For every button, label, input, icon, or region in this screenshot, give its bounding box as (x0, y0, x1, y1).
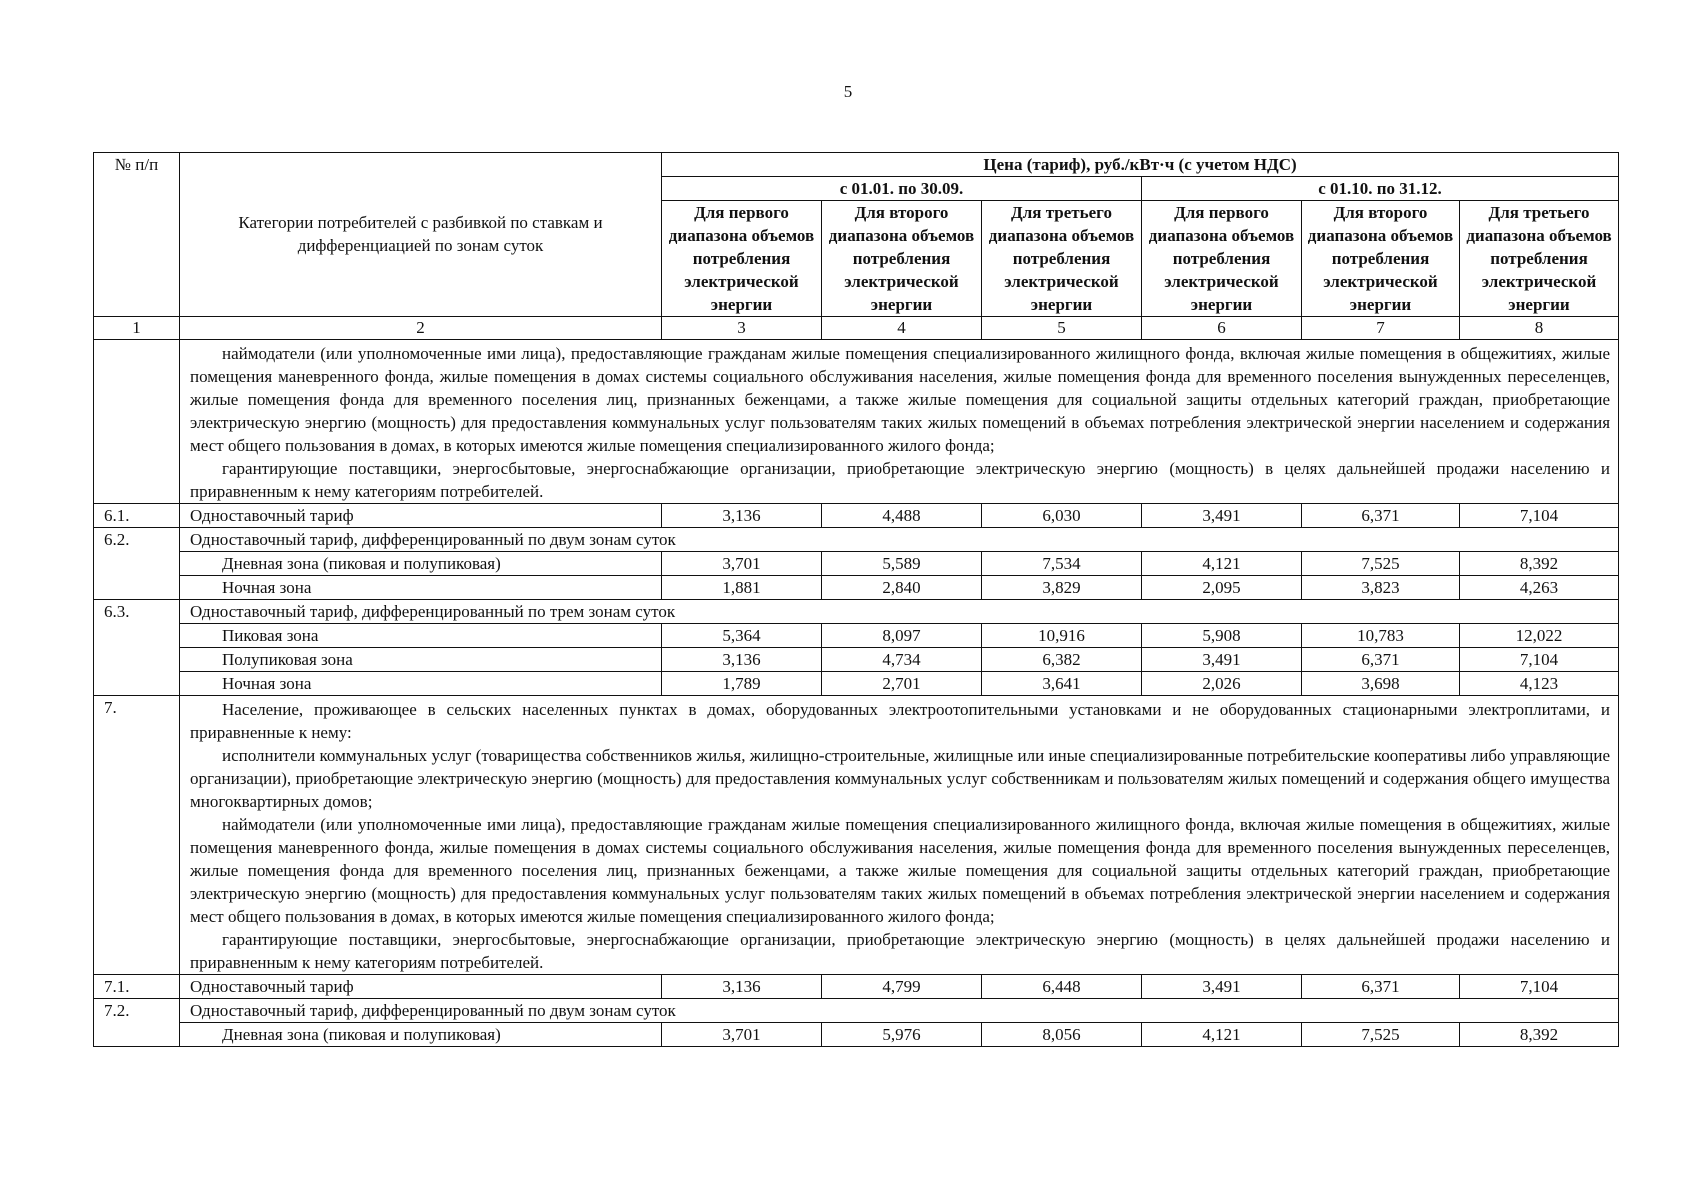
price-cell: 3,136 (662, 504, 822, 528)
row-index-empty (94, 340, 180, 504)
price-cell: 3,491 (1142, 975, 1302, 999)
table-row (94, 528, 1619, 552)
price-cell: 10,916 (982, 624, 1142, 648)
row-index: 6.3. (94, 600, 180, 696)
price-cell: 4,121 (1142, 1023, 1302, 1047)
price-cell: 4,263 (1460, 576, 1619, 600)
price-cell: 3,701 (662, 552, 822, 576)
header-range-col: Для первого диапазона объемов потребления электрической энергии (1142, 201, 1302, 317)
price-cell: 7,104 (1460, 504, 1619, 528)
row-label: Одноставочный тариф, дифференцированный по двум зонам суток (180, 999, 1619, 1023)
row-label: Одноставочный тариф, дифференцированный по двум зонам суток (180, 528, 1619, 552)
row-index: 6.2. (94, 528, 180, 600)
table-row (94, 1023, 1619, 1047)
header-price-title: Цена (тариф), руб./кВт·ч (с учетом НДС) (662, 153, 1619, 177)
price-cell: 6,371 (1302, 975, 1460, 999)
price-cell: 4,734 (822, 648, 982, 672)
price-cell: 6,030 (982, 504, 1142, 528)
table-row (94, 672, 1619, 696)
column-number: 1 (94, 317, 180, 340)
column-number: 2 (180, 317, 662, 340)
row-label: Одноставочный тариф (180, 504, 662, 528)
price-cell: 1,789 (662, 672, 822, 696)
row-label: Дневная зона (пиковая и полупиковая) (180, 1023, 662, 1047)
description-paragraph: гарантирующие поставщики, энергосбытовые, энергоснабжающие организации, приобретающие электрическую энергию (мощность) в целях дальнейшей продажи населению и приравненным к нему категориям потребителей. (190, 459, 1611, 501)
price-cell: 1,881 (662, 576, 822, 600)
price-cell: 3,701 (662, 1023, 822, 1047)
price-cell: 5,364 (662, 624, 822, 648)
table-row (94, 999, 1619, 1023)
price-cell: 4,123 (1460, 672, 1619, 696)
column-number: 4 (822, 317, 982, 340)
header-category-col: Категории потребителей с разбивкой по ставкам и дифференциацией по зонам суток (180, 153, 662, 317)
price-cell: 6,371 (1302, 648, 1460, 672)
row-label: Одноставочный тариф (180, 975, 662, 999)
description-paragraph: наймодатели (или уполномоченные ими лица), предоставляющие гражданам жилые помещения специализированного жилищного фонда, включая жилые помещения в общежитиях, жилые помещения маневренного фонда, жилые помещения в домах системы социального обслуживания населения, жилые помещения фонда для временного поселения вынужденных переселенцев, жилые помещения фонда для временного поселения лиц, признанных беженцами, а также жилые помещения для социальной защиты отдельных категорий граждан, приобретающие электрическую энергию (мощность) для предоставления коммунальных услуг пользователям таких жилых помещений в объемах потребления электрической энергии населением и содержания мест общего пользования в домах, в которых имеются жилые помещения специализированного жилого фонда; (190, 815, 1611, 926)
price-cell: 2,840 (822, 576, 982, 600)
price-cell: 4,121 (1142, 552, 1302, 576)
price-cell: 8,097 (822, 624, 982, 648)
table-row (94, 552, 1619, 576)
price-cell: 4,488 (822, 504, 982, 528)
row-label: Ночная зона (180, 672, 662, 696)
table-row (94, 648, 1619, 672)
header-range-col: Для первого диапазона объемов потребления электрической энергии (662, 201, 822, 317)
price-cell: 8,056 (982, 1023, 1142, 1047)
table-row (94, 975, 1619, 999)
column-number: 8 (1460, 317, 1619, 340)
price-cell: 2,026 (1142, 672, 1302, 696)
price-cell: 5,589 (822, 552, 982, 576)
price-cell: 7,104 (1460, 648, 1619, 672)
price-cell: 8,392 (1460, 1023, 1619, 1047)
column-number: 5 (982, 317, 1142, 340)
page-number: 5 (843, 82, 853, 101)
price-cell: 3,823 (1302, 576, 1460, 600)
price-cell: 7,525 (1302, 552, 1460, 576)
price-cell: 6,448 (982, 975, 1142, 999)
description-paragraph: наймодатели (или уполномоченные ими лица), предоставляющие гражданам жилые помещения специализированного жилищного фонда, включая жилые помещения в общежитиях, жилые помещения маневренного фонда, жилые помещения в домах системы социального обслуживания населения, жилые помещения фонда для временного поселения вынужденных переселенцев, жилые помещения фонда для временного поселения лиц, признанных беженцами, а также жилые помещения для социальной защиты отдельных категорий граждан, приобретающие электрическую энергию (мощность) для предоставления коммунальных услуг пользователям таких жилых помещений в объемах потребления электрической энергии населением и содержания мест общего пользования в домах, в которых имеются жилые помещения специализированного жилого фонда; (190, 344, 1611, 455)
price-cell: 3,136 (662, 975, 822, 999)
tariff-table (93, 152, 1619, 1047)
row-label: Полупиковая зона (180, 648, 662, 672)
column-number: 3 (662, 317, 822, 340)
price-cell: 8,392 (1460, 552, 1619, 576)
price-cell: 2,095 (1142, 576, 1302, 600)
table-row (94, 600, 1619, 624)
header-period-2: с 01.10. по 31.12. (1142, 177, 1619, 201)
block7-description (180, 696, 1619, 975)
price-cell: 10,783 (1302, 624, 1460, 648)
price-cell: 5,908 (1142, 624, 1302, 648)
row-label: Одноставочный тариф, дифференцированный по трем зонам суток (180, 600, 1619, 624)
block6-description (180, 340, 1619, 504)
table-row (94, 504, 1619, 528)
row-label: Дневная зона (пиковая и полупиковая) (180, 552, 662, 576)
price-cell: 7,534 (982, 552, 1142, 576)
table-row (94, 624, 1619, 648)
row-index: 6.1. (94, 504, 180, 528)
price-cell: 7,104 (1460, 975, 1619, 999)
price-cell: 6,382 (982, 648, 1142, 672)
header-period-1: с 01.01. по 30.09. (662, 177, 1142, 201)
header-range-col: Для третьего диапазона объемов потребления электрической энергии (982, 201, 1142, 317)
price-cell: 3,641 (982, 672, 1142, 696)
price-cell: 2,701 (822, 672, 982, 696)
row-index: 7.2. (94, 999, 180, 1047)
header-range-col: Для второго диапазона объемов потребления электрической энергии (822, 201, 982, 317)
price-cell: 12,022 (1460, 624, 1619, 648)
description-paragraph: гарантирующие поставщики, энергосбытовые, энергоснабжающие организации, приобретающие электрическую энергию (мощность) в целях дальнейшей продажи населению и приравненным к нему категориям потребителей. (190, 930, 1611, 972)
price-cell: 3,698 (1302, 672, 1460, 696)
row-label: Пиковая зона (180, 624, 662, 648)
description-paragraph: Население, проживающее в сельских населенных пунктах в домах, оборудованных электроотопительными установками и не оборудованных стационарными электроплитами, и приравненные к нему: (190, 700, 1611, 742)
price-cell: 3,136 (662, 648, 822, 672)
price-cell: 5,976 (822, 1023, 982, 1047)
price-cell: 6,371 (1302, 504, 1460, 528)
price-cell: 3,491 (1142, 648, 1302, 672)
row-label: Ночная зона (180, 576, 662, 600)
row-index: 7. (94, 696, 180, 975)
table-row (94, 576, 1619, 600)
header-num-col: № п/п (94, 153, 180, 317)
price-cell: 3,491 (1142, 504, 1302, 528)
row-index: 7.1. (94, 975, 180, 999)
price-cell: 3,829 (982, 576, 1142, 600)
column-number: 7 (1302, 317, 1460, 340)
price-cell: 7,525 (1302, 1023, 1460, 1047)
header-range-col: Для третьего диапазона объемов потребления электрической энергии (1460, 201, 1619, 317)
price-cell: 4,799 (822, 975, 982, 999)
column-number: 6 (1142, 317, 1302, 340)
description-paragraph: исполнители коммунальных услуг (товарищества собственников жилья, жилищно-строительные, жилищные или иные специализированные потребительские кооперативы либо управляющие организации), приобретающие электрическую энергию (мощность) для предоставления коммунальных услуг собственникам и пользователям жилых помещений и содержания общего имущества многоквартирных домов; (190, 746, 1611, 811)
header-range-col: Для второго диапазона объемов потребления электрической энергии (1302, 201, 1460, 317)
